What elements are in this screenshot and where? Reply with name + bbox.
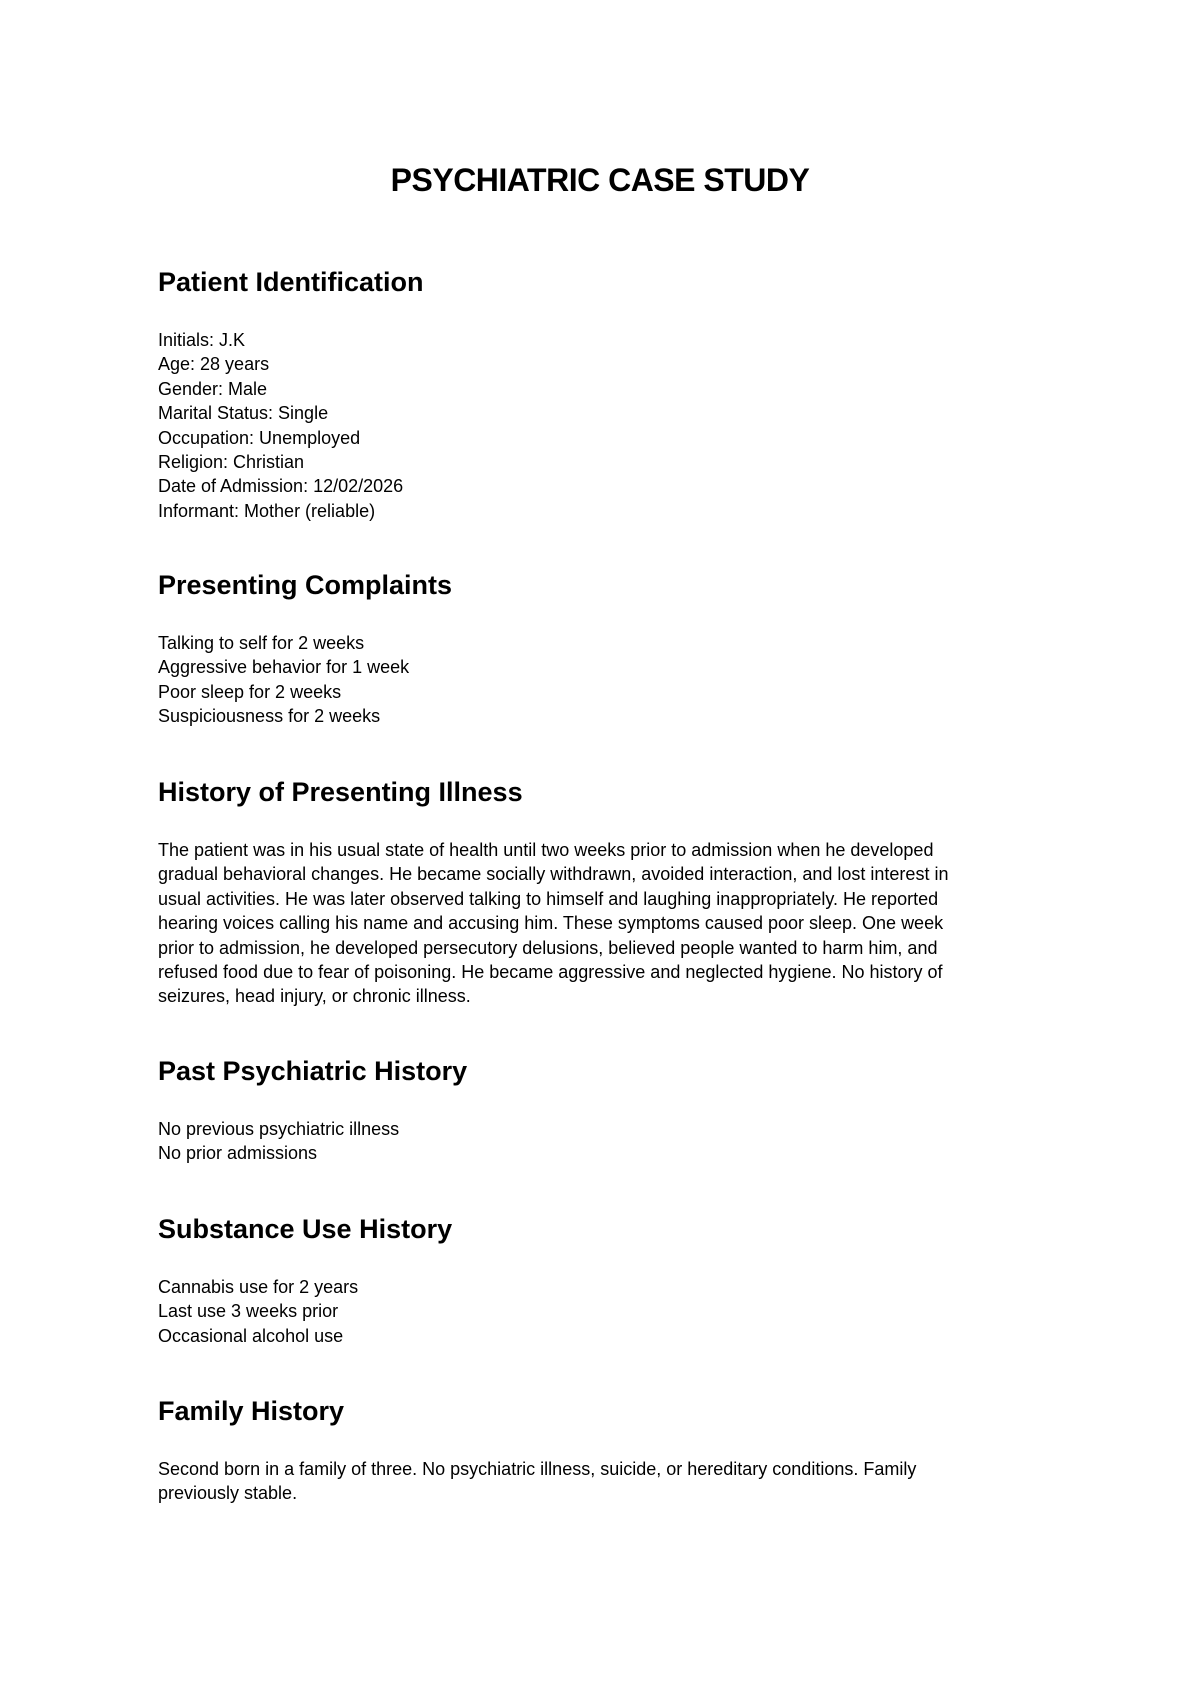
paragraph-line: seizures, head injury, or chronic illness. — [158, 986, 471, 1007]
identification-admission-date: Date of Admission: 12/02/2026 — [158, 476, 404, 497]
identification-informant: Informant: Mother (reliable) — [158, 500, 376, 521]
section-substance-use-history — [158, 1212, 1058, 1348]
list-item: Talking to self for 2 weeks — [158, 633, 365, 653]
document-title: PSYCHIATRIC CASE STUDY — [390, 162, 810, 198]
list-item: Poor sleep for 2 weeks — [158, 681, 342, 702]
identification-religion: Religion: Christian — [158, 452, 305, 473]
section-presenting-complaints — [158, 568, 1058, 729]
section-heading: Presenting Complaints — [158, 570, 453, 600]
identification-gender: Gender: Male — [158, 378, 268, 399]
section-family-history — [158, 1394, 1058, 1506]
list-item: No prior admissions — [158, 1143, 318, 1164]
past-history-list — [158, 1117, 1058, 1166]
list-item: Last use 3 weeks prior — [158, 1301, 339, 1322]
list-item: Occasional alcohol use — [158, 1325, 344, 1346]
identification-marital-status: Marital Status: Single — [158, 403, 329, 424]
identification-initials: Initials: J.K — [158, 330, 246, 350]
list-item: Suspiciousness for 2 weeks — [158, 706, 381, 727]
paragraph-line: The patient was in his usual state of health until two weeks prior to admission when he developed — [158, 840, 934, 860]
hpi-paragraph — [158, 838, 1058, 1009]
family-paragraph — [158, 1457, 1058, 1506]
paragraph-line: usual activities. He was later observed talking to himself and laughing inappropriately. He reported — [158, 888, 939, 909]
section-patient-identification — [158, 265, 1058, 523]
paragraph-line: Second born in a family of three. No psychiatric illness, suicide, or hereditary conditions. Family — [158, 1459, 917, 1479]
identification-occupation: Occupation: Unemployed — [158, 427, 361, 448]
section-heading: Substance Use History — [158, 1214, 453, 1244]
paragraph-line: gradual behavioral changes. He became socially withdrawn, avoided interaction, and lost interest in — [158, 864, 949, 885]
identification-age: Age: 28 years — [158, 354, 270, 375]
list-item: Cannabis use for 2 years — [158, 1277, 359, 1297]
list-item: Aggressive behavior for 1 week — [158, 657, 410, 678]
complaints-list — [158, 631, 1058, 729]
section-heading: Past Psychiatric History — [158, 1056, 468, 1086]
section-history-presenting-illness — [158, 775, 1058, 1009]
paragraph-line: hearing voices calling his name and accusing him. These symptoms caused poor sleep. One week — [158, 913, 944, 934]
identification-list — [158, 328, 1058, 523]
paragraph-line: prior to admission, he developed persecutory delusions, believed people wanted to harm him, and — [158, 937, 938, 958]
paragraph-line: previously stable. — [158, 1483, 298, 1504]
paragraph-line: refused food due to fear of poisoning. He became aggressive and neglected hygiene. No history of — [158, 962, 943, 983]
list-item: No previous psychiatric illness — [158, 1119, 400, 1139]
section-past-psychiatric-history — [158, 1054, 1058, 1166]
section-heading: Patient Identification — [158, 267, 424, 297]
section-heading: History of Presenting Illness — [158, 777, 523, 807]
substance-list — [158, 1275, 1058, 1348]
section-heading: Family History — [158, 1396, 345, 1426]
